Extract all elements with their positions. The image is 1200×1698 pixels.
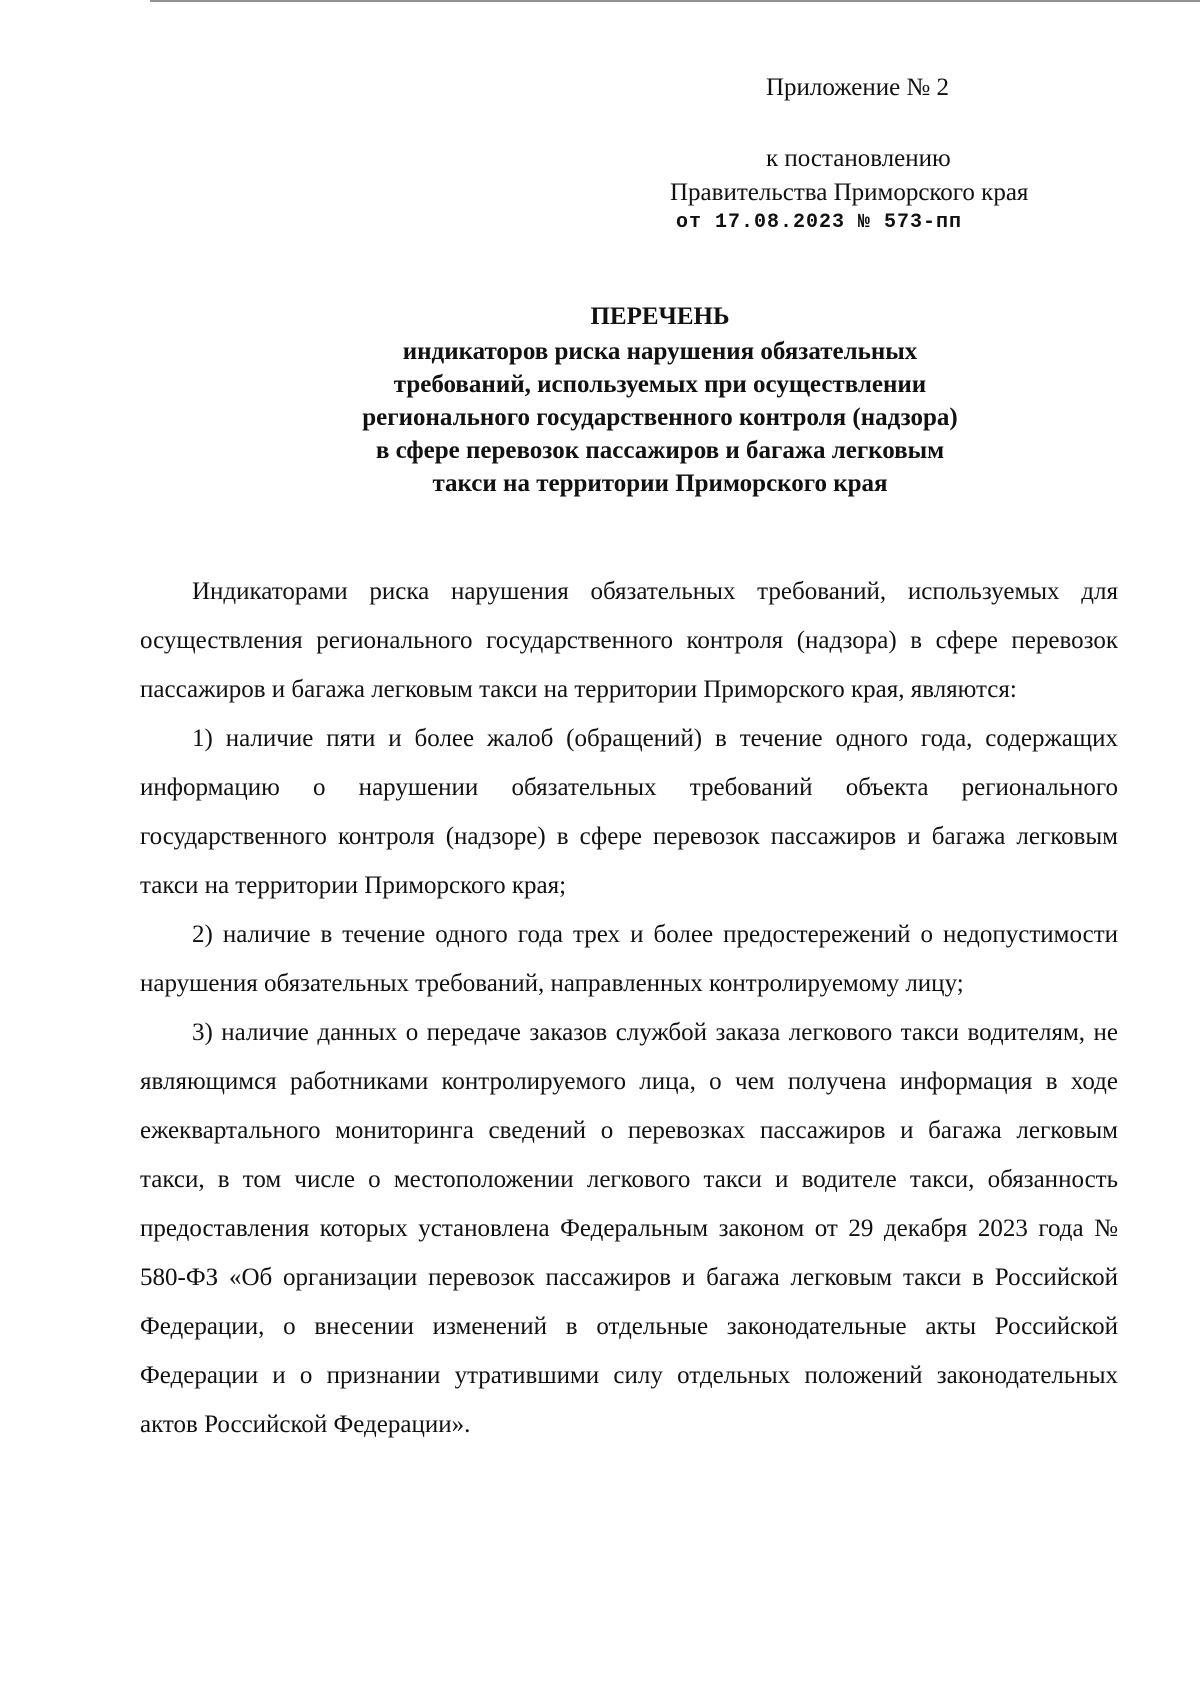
scan-edge-line [150,0,1200,2]
title-line: регионального государственного контроля (надзора) [362,404,958,431]
indicator-item-1: 1) наличие пяти и более жалоб (обращений) в течение одного года, содержащих информацию о нарушении обязательных требований объекта регионального государственного контроля (надзоре) в сфере перевозок пассажиров и багажа легковым такси на территории Приморского края; [140,725,1118,899]
title-line: такси на территории Приморского края [432,470,888,497]
attachment-number: Приложение № 2 [766,74,950,101]
indicator-item-3: 3) наличие данных о передаче заказов службой заказа легкового такси водителям, не являющимся работниками контролируемого лица, о чем получена информация в ходе ежеквартального мониторинга сведений о перевозках пассажиров и багажа легковым такси, в том числе о местоположении легкового такси и водителе такси, обязанность предоставления которых установлена Федеральным законом от 29 декабря 2023 года № 580-ФЗ «Об организации перевозок пассажиров и багажа легковым такси в Российской Федерации, о внесении изменений в отдельные законодательные акты Российской Федерации и о признании утратившими силу отдельных положений законодательных актов Российской Федерации». [140,1019,1118,1438]
title-line: индикаторов риска нарушения обязательных [402,338,918,365]
title-line: требований, используемых при осуществлении [393,371,927,398]
document-body [140,567,1118,1449]
intro-paragraph: Индикаторами риска нарушения обязательных требований, используемых для осуществления регионального государственного контроля (надзора) в сфере перевозок пассажиров и багажа легковым такси на территории Приморского края, являются: [140,578,1118,703]
resolution-line-1: к постановлению [766,145,951,172]
title-line: в сфере перевозок пассажиров и багажа легковым [375,437,945,464]
document-title [140,300,1180,500]
resolution-reference [670,142,1090,236]
resolution-date-number-stamp: от 17.08.2023 № 573-пп [676,211,963,234]
title-heading: ПЕРЕЧЕНЬ [590,303,730,330]
resolution-line-2: Правительства Приморского края [670,179,1029,206]
indicator-item-2: 2) наличие в течение одного года трех и более предостережений о недопустимости нарушения обязательных требований, направленных контролируемому лицу; [140,921,1118,997]
